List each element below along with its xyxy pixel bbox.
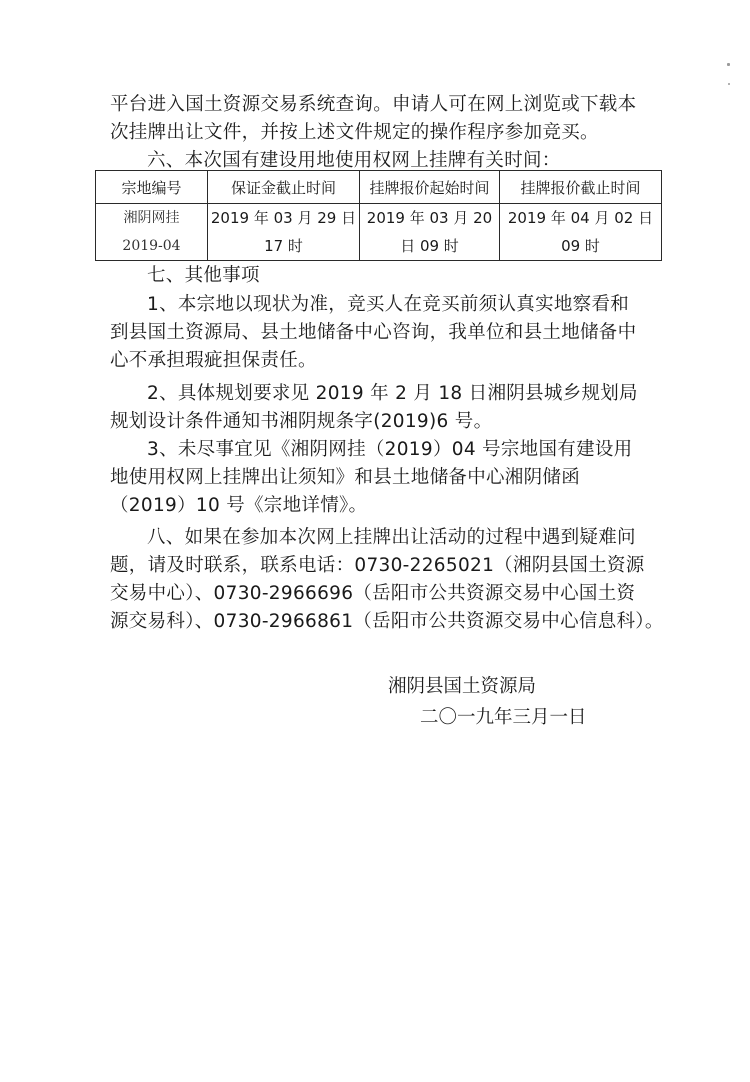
section7-item1 [110, 291, 650, 375]
cell-line: 09 时 [561, 237, 600, 255]
signature-org: 湘阴县国土资源局 [388, 676, 537, 697]
item-line: 3、未尽事宜见《湘阴网挂（2019）04 号宗地国有建设用 [147, 439, 633, 460]
header-bid-start: 挂牌报价起始时间 [360, 171, 500, 204]
auction-time-table [95, 170, 662, 261]
cell-line: 湘阴网挂 [123, 210, 180, 226]
section7-item3 [110, 436, 650, 520]
section6-heading: 六、本次国有建设用地使用权网上挂牌有关时间： [147, 150, 561, 171]
table-header-row [96, 171, 662, 204]
scan-speck [727, 63, 730, 66]
section8-paragraph [110, 524, 664, 636]
item-line: （2019）10 号《宗地详情》。 [110, 495, 368, 516]
section8-line: 题，请及时联系，联系电话：0730-2265021（湘阴县国土资源 [110, 555, 645, 576]
cell-bid-end [500, 204, 662, 261]
section7-item2 [110, 380, 650, 436]
intro-line: 次挂牌出让文件，并按上述文件规定的操作程序参加竞买。 [110, 122, 599, 143]
cell-line: 2019-04 [122, 238, 181, 254]
intro-line: 平台进入国土资源交易系统查询。申请人可在网上浏览或下载本 [110, 94, 637, 115]
cell-line: 2019 年 03 月 29 日 [210, 209, 357, 227]
scan-speck [728, 83, 730, 85]
cell-bid-start [360, 204, 500, 261]
cell-line: 日 09 时 [400, 237, 459, 255]
section7-heading: 七、其他事项 [147, 265, 260, 286]
cell-line: 2019 年 04 月 02 日 [507, 209, 654, 227]
cell-deposit-deadline [208, 204, 360, 261]
header-bid-end: 挂牌报价截止时间 [500, 171, 662, 204]
section8-line: 交易中心）、0730-2966696（岳阳市公共资源交易中心国土资 [110, 583, 636, 604]
item-line: 2、具体规划要求见 2019 年 2 月 18 日湘阴县城乡规划局 [147, 383, 638, 404]
item-line: 规划设计条件通知书湘阴规条字(2019)6 号。 [110, 411, 493, 432]
item-line: 地使用权网上挂牌出让须知》和县土地储备中心湘阴储函 [110, 467, 581, 488]
section7-heading-block [110, 262, 650, 290]
header-deposit-deadline: 保证金截止时间 [208, 171, 360, 204]
signature-date: 二〇一九年三月一日 [420, 707, 587, 728]
item-line: 1、本宗地以现状为准，竞买人在竞买前须认真实地察看和 [147, 294, 630, 315]
intro-paragraph [110, 91, 650, 147]
item-line: 到县国土资源局、县土地储备中心咨询，我单位和县土地储备中 [110, 322, 637, 343]
cell-line: 2019 年 03 月 20 [366, 209, 493, 227]
item-line: 心不承担瑕疵担保责任。 [110, 350, 317, 371]
table-row [96, 204, 662, 261]
cell-line: 17 时 [264, 237, 303, 255]
section8-line: 八、如果在参加本次网上挂牌出让活动的过程中遇到疑难问 [147, 527, 636, 548]
cell-lot-number [96, 204, 208, 261]
header-lot-number: 宗地编号 [96, 171, 208, 204]
section8-line: 源交易科）、0730-2966861（岳阳市公共资源交易中心信息科）。 [110, 611, 664, 632]
